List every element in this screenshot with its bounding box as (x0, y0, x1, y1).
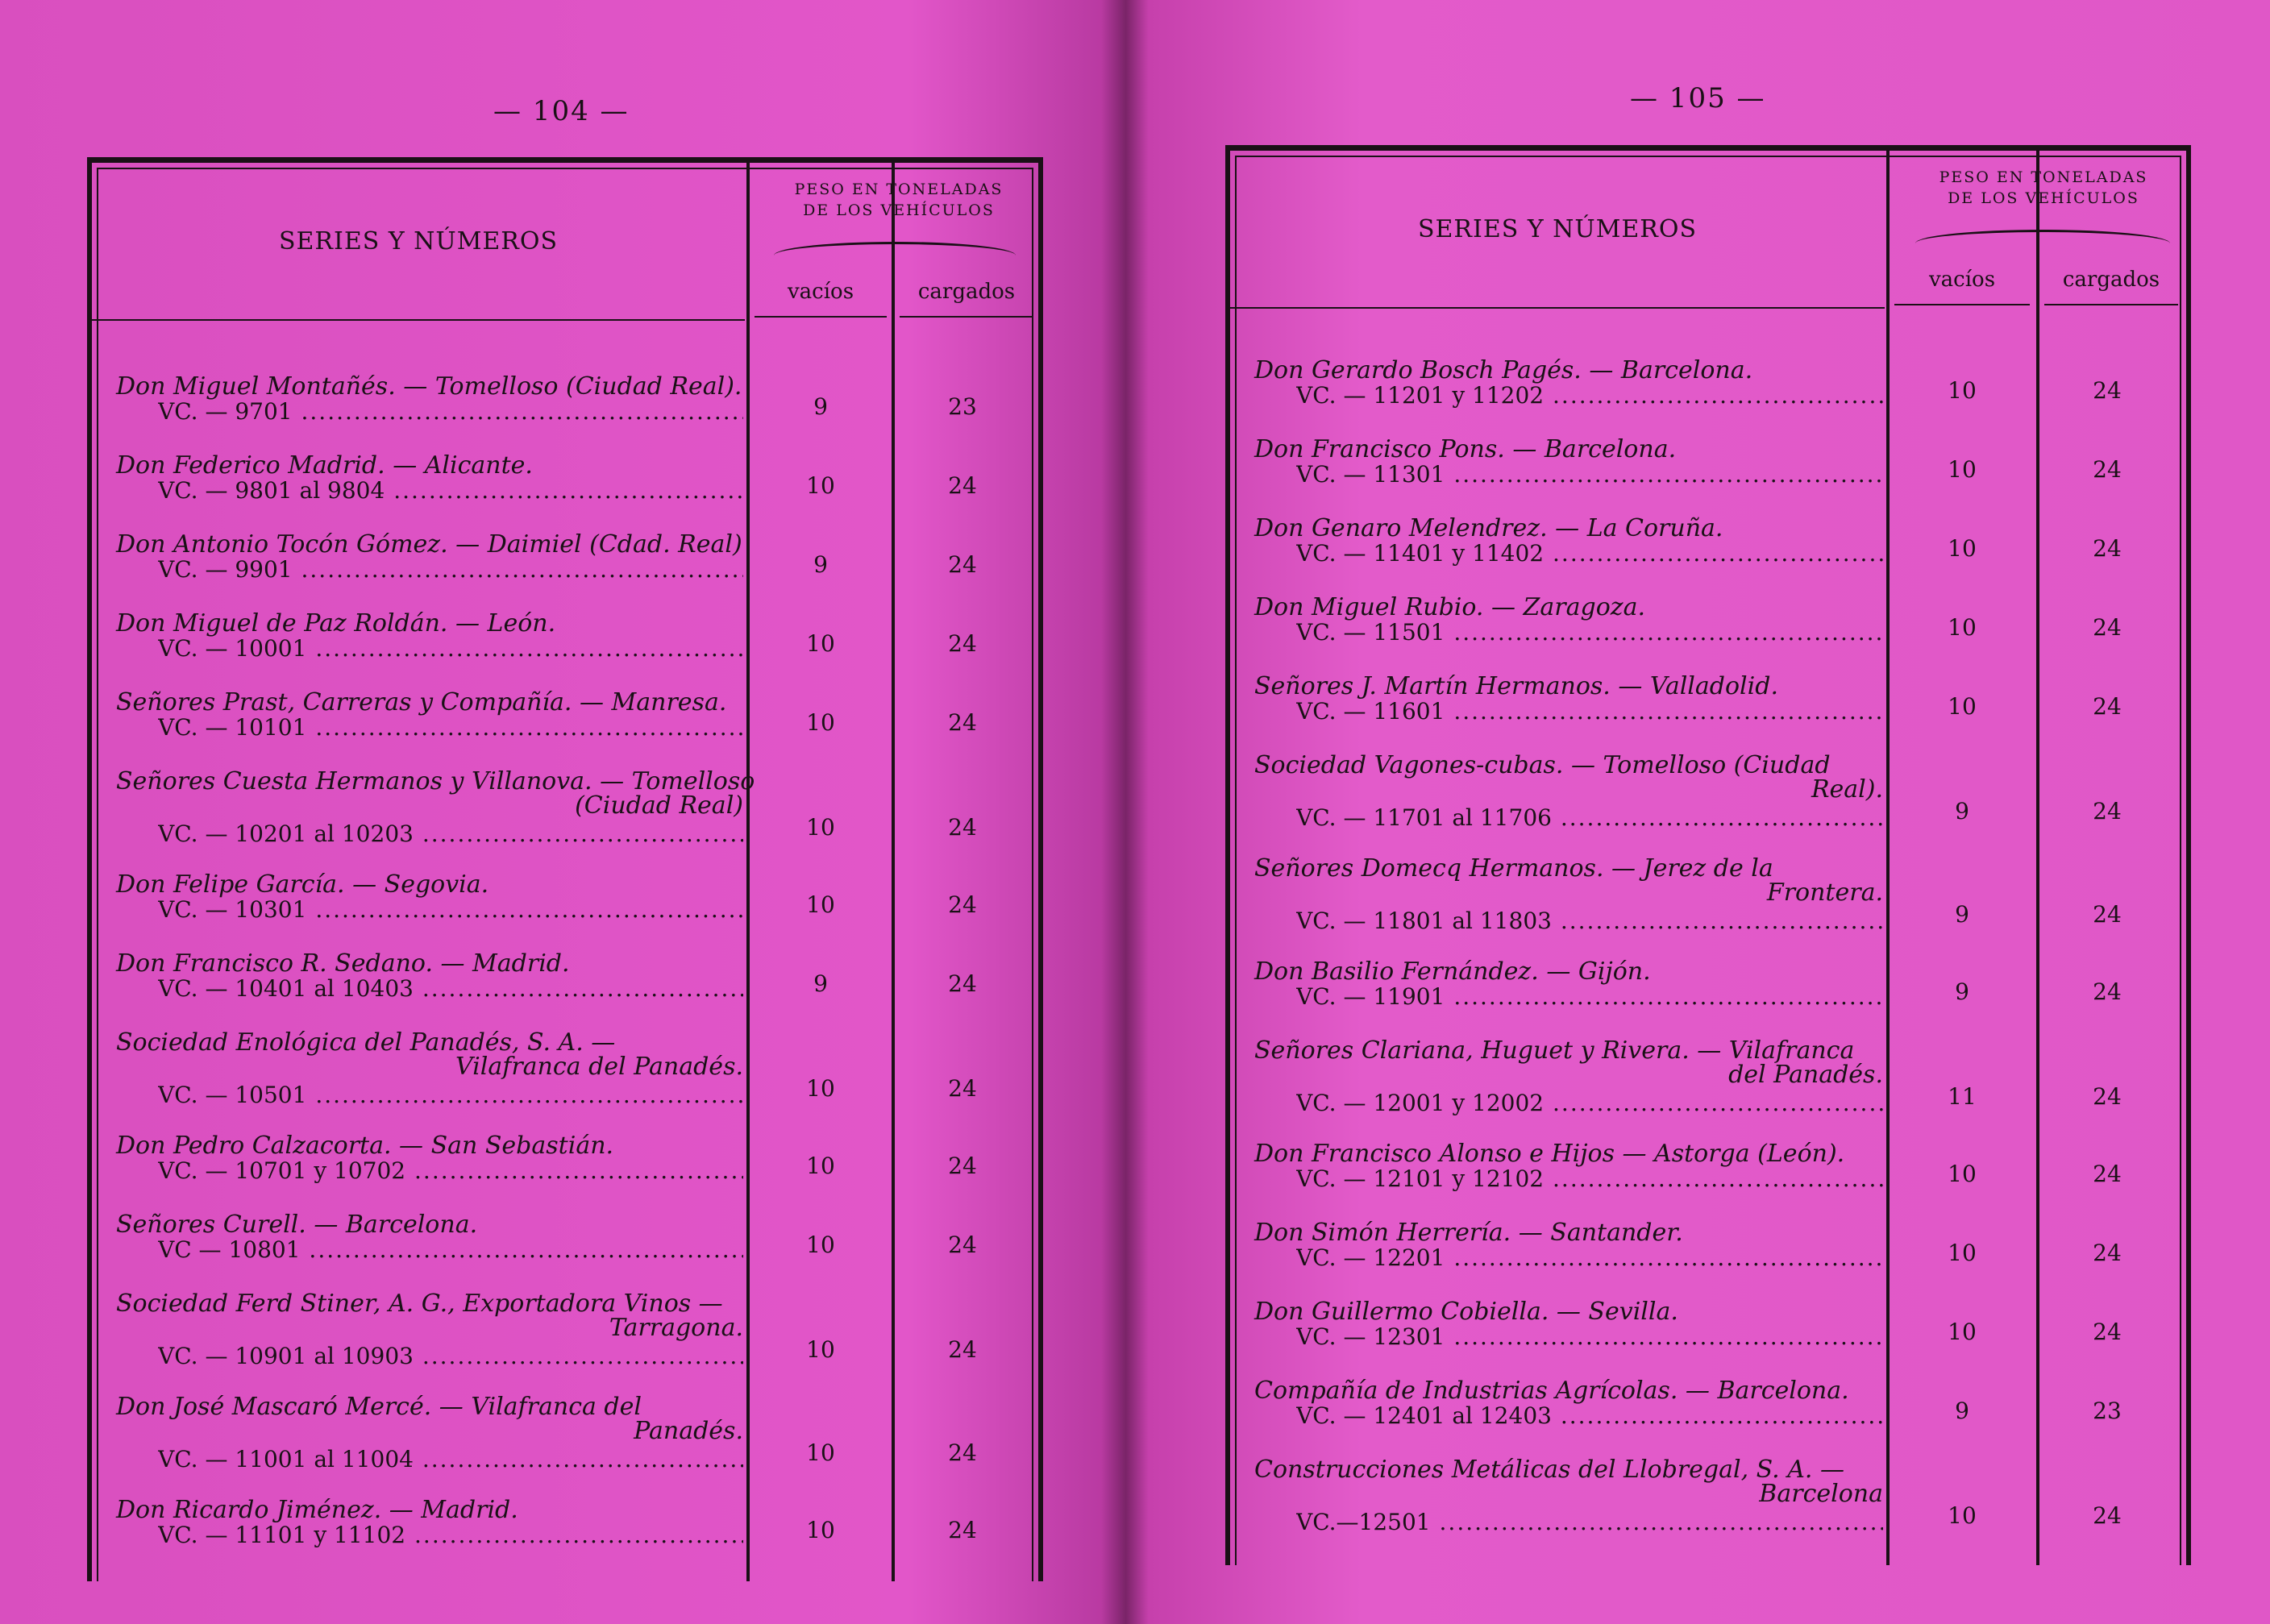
weight-empty: 9 (1955, 1398, 1969, 1424)
vc-series (1296, 698, 1883, 725)
weight-loaded: 24 (2093, 1502, 2122, 1529)
owner-name: Compañía de Industrias Agrícolas. — Barcelona. (1254, 1377, 1849, 1405)
weight-loaded: 24 (2093, 1083, 2122, 1110)
vc-number: VC. — 10201 al 10203 (158, 820, 414, 847)
vc-series (158, 714, 743, 741)
owner-name: Sociedad Enológica del Panadés, S. A. — (116, 1028, 616, 1057)
weight-empty: 10 (1948, 1240, 1977, 1266)
vc-number: VC. — 11401 y 11402 (1296, 540, 1545, 567)
weight-loaded: 24 (948, 630, 977, 657)
vc-number: VC — 10801 (158, 1236, 301, 1263)
column-divider (2036, 151, 2039, 1565)
vc-number: VC. — 12301 (1296, 1323, 1445, 1350)
owner-name: Señores Cuesta Hermanos y Villanova. — Tomelloso (116, 767, 755, 795)
column-divider (746, 163, 750, 1581)
weight-empty: 10 (806, 1439, 835, 1466)
owner-name: Sociedad Ferd Stiner, A. G., Exportadora Vinos — (116, 1290, 723, 1318)
weight-loaded: 24 (2093, 614, 2122, 641)
vc-series (158, 975, 743, 1002)
owner-name: Don Gerardo Bosch Pagés. — Barcelona. (1254, 356, 1753, 384)
weight-empty: 10 (1948, 614, 1977, 641)
weight-empty: 10 (1948, 535, 1977, 562)
vc-series (1296, 804, 1883, 831)
weight-empty: 10 (1948, 1161, 1977, 1187)
weight-loaded: 24 (948, 1231, 977, 1258)
wagon-table (1225, 145, 2191, 1565)
weight-loaded: 24 (948, 814, 977, 841)
owner-name: Señores Prast, Carreras y Compañía. — Manresa. (116, 688, 727, 716)
column-header-cargados: cargados (2044, 255, 2178, 305)
vc-number: VC. — 11701 al 11706 (1296, 804, 1552, 831)
owner-name: Don Antonio Tocón Gómez. — Daimiel (Cdad. Real) (116, 530, 742, 559)
owner-name: Don Pedro Calzacorta. — San Sebastián. (116, 1132, 614, 1160)
vc-series (158, 1522, 743, 1548)
vc-number: VC.—12501 (1296, 1509, 1431, 1535)
weight-empty: 10 (806, 1231, 835, 1258)
vc-series (158, 1343, 743, 1369)
vc-series (1296, 983, 1883, 1010)
vc-series (1296, 1509, 1883, 1535)
vc-number: VC. — 11201 y 11202 (1296, 382, 1545, 409)
column-header-cargados: cargados (900, 268, 1033, 318)
vc-series (158, 635, 743, 662)
weight-empty: 10 (806, 709, 835, 736)
weight-loaded: 24 (2093, 798, 2122, 824)
weight-empty: 9 (1955, 901, 1969, 928)
vc-series (158, 1157, 743, 1184)
weight-empty: 11 (1948, 1083, 1977, 1110)
owner-name: Don Ricardo Jiménez. — Madrid. (116, 1496, 518, 1524)
vc-series (1296, 1323, 1883, 1350)
owner-location: Frontera. (1766, 878, 1883, 907)
owner-name: Don Federico Madrid. — Alicante. (116, 451, 533, 480)
page-number: — 104 — (493, 95, 630, 127)
weight-empty: 10 (1948, 693, 1977, 720)
weight-empty: 9 (1955, 978, 1969, 1005)
weight-loaded: 24 (2093, 535, 2122, 562)
weight-loaded: 24 (2093, 693, 2122, 720)
vc-number: VC. — 10101 (158, 714, 307, 741)
column-header-peso: PESO EN TONELADAS DE LOS VEHÍCULOS (1939, 168, 2148, 207)
vc-number: VC. — 11301 (1296, 461, 1445, 488)
weight-empty: 10 (806, 1075, 835, 1102)
weight-empty: 9 (1955, 798, 1969, 824)
vc-number: VC. — 11901 (1296, 983, 1445, 1010)
vc-number: VC. — 10401 al 10403 (158, 975, 414, 1002)
vc-series (1296, 908, 1883, 934)
owner-name: Don Simón Herrería. — Santander. (1254, 1219, 1683, 1247)
owner-location: Barcelona (1759, 1480, 1883, 1508)
header-brace (1915, 230, 2170, 243)
vc-number: VC. — 9901 (158, 556, 293, 583)
owner-location: Panadés. (634, 1417, 743, 1445)
wagon-table (87, 157, 1043, 1581)
owner-name: Don Francisco Pons. — Barcelona. (1254, 435, 1677, 463)
weight-loaded: 24 (2093, 456, 2122, 483)
weight-loaded: 24 (948, 1517, 977, 1543)
vc-number: VC. — 10301 (158, 896, 307, 923)
weight-loaded: 24 (948, 1153, 977, 1179)
weight-loaded: 24 (2093, 901, 2122, 928)
weight-loaded: 24 (948, 1336, 977, 1363)
weight-empty: 10 (806, 1153, 835, 1179)
vc-series (1296, 540, 1883, 567)
weight-loaded: 24 (948, 1075, 977, 1102)
column-divider (1886, 151, 1890, 1565)
vc-series (1296, 1090, 1883, 1116)
owner-location: Real). (1811, 775, 1883, 804)
vc-number: VC. — 10901 al 10903 (158, 1343, 414, 1369)
weight-loaded: 24 (948, 1439, 977, 1466)
vc-number: VC. — 11501 (1296, 619, 1445, 646)
owner-location: Vilafranca del Panadés. (455, 1053, 743, 1081)
owner-name: Construcciones Metálicas del Llobregal, S. A. — (1254, 1456, 1844, 1484)
weight-empty: 10 (806, 814, 835, 841)
owner-location: (Ciudad Real) (575, 791, 743, 820)
vc-number: VC. — 12401 al 12403 (1296, 1402, 1552, 1429)
owner-name: Señores Curell. — Barcelona. (116, 1211, 478, 1239)
owner-name: Don Miguel Rubio. — Zaragoza. (1254, 593, 1645, 621)
vc-number: VC. — 12101 y 12102 (1296, 1165, 1545, 1192)
weight-empty: 10 (806, 1517, 835, 1543)
owner-name: Don Francisco R. Sedano. — Madrid. (116, 949, 570, 978)
weight-empty: 10 (806, 891, 835, 918)
weight-empty: 9 (813, 970, 828, 997)
owner-name: Don José Mascaró Mercé. — Vilafranca del (116, 1393, 642, 1421)
vc-number: VC. — 10001 (158, 635, 307, 662)
column-header-peso: PESO EN TONELADAS DE LOS VEHÍCULOS (794, 181, 1004, 219)
vc-series (158, 1082, 743, 1108)
weight-loaded: 24 (2093, 1161, 2122, 1187)
vc-number: VC. — 11801 al 11803 (1296, 908, 1552, 934)
vc-series (1296, 619, 1883, 646)
vc-series (158, 477, 743, 504)
vc-series (158, 820, 743, 847)
weight-empty: 10 (806, 630, 835, 657)
weight-empty: 9 (813, 551, 828, 578)
weight-empty: 10 (806, 1336, 835, 1363)
vc-series (158, 1236, 743, 1263)
page-number: — 105 — (1630, 82, 1766, 114)
vc-number: VC. — 11101 y 11102 (158, 1522, 406, 1548)
column-header-vacios: vacíos (755, 268, 887, 318)
column-header-series: SERIES Y NÚMEROS (1230, 151, 1885, 309)
weight-loaded: 23 (2093, 1398, 2122, 1424)
weight-loaded: 24 (2093, 1319, 2122, 1345)
owner-name: Señores Domecq Hermanos. — Jerez de la (1254, 854, 1773, 883)
vc-series (1296, 382, 1883, 409)
owner-location: del Panadés. (1728, 1061, 1883, 1089)
weight-loaded: 24 (948, 551, 977, 578)
vc-number: VC. — 9801 al 9804 (158, 477, 385, 504)
owner-location: Tarragona. (609, 1314, 743, 1342)
owner-name: Don Felipe García. — Segovia. (116, 870, 489, 899)
owner-name: Don Genaro Melendrez. — La Coruña. (1254, 514, 1723, 542)
vc-number: VC. — 9701 (158, 398, 293, 425)
column-header-series: SERIES Y NÚMEROS (92, 163, 745, 321)
owner-name: Don Guillermo Cobiella. — Sevilla. (1254, 1298, 1678, 1326)
column-divider (892, 163, 895, 1581)
vc-series (158, 556, 743, 583)
weight-loaded: 23 (948, 393, 977, 420)
vc-series (1296, 1244, 1883, 1271)
weight-empty: 10 (1948, 377, 1977, 404)
owner-name: Sociedad Vagones-cubas. — Tomelloso (Ciudad (1254, 751, 1831, 779)
vc-number: VC. — 11001 al 11004 (158, 1446, 414, 1472)
owner-name: Don Miguel de Paz Roldán. — León. (116, 609, 556, 638)
owner-name: Don Miguel Montañés. — Tomelloso (Ciudad Real). (116, 372, 742, 401)
vc-series (1296, 1402, 1883, 1429)
vc-series (158, 398, 743, 425)
weight-empty: 10 (806, 472, 835, 499)
vc-series (158, 896, 743, 923)
owner-name: Don Basilio Fernández. — Gijón. (1254, 957, 1651, 986)
owner-name: Señores J. Martín Hermanos. — Valladolid. (1254, 672, 1778, 700)
weight-loaded: 24 (2093, 978, 2122, 1005)
vc-series (158, 1446, 743, 1472)
column-header-vacios: vacíos (1894, 255, 2030, 305)
vc-number: VC. — 10701 y 10702 (158, 1157, 406, 1184)
weight-empty: 9 (813, 393, 828, 420)
vc-number: VC. — 10501 (158, 1082, 307, 1108)
weight-loaded: 24 (2093, 1240, 2122, 1266)
vc-number: VC. — 12001 y 12002 (1296, 1090, 1545, 1116)
weight-loaded: 24 (948, 709, 977, 736)
weight-loaded: 24 (948, 891, 977, 918)
weight-empty: 10 (1948, 456, 1977, 483)
owner-name: Señores Clariana, Huguet y Rivera. — Vilafranca (1254, 1036, 1855, 1065)
weight-loaded: 24 (948, 970, 977, 997)
vc-number: VC. — 12201 (1296, 1244, 1445, 1271)
vc-series (1296, 1165, 1883, 1192)
weight-empty: 10 (1948, 1319, 1977, 1345)
header-brace (774, 242, 1016, 255)
weight-loaded: 24 (948, 472, 977, 499)
weight-loaded: 24 (2093, 377, 2122, 404)
weight-empty: 10 (1948, 1502, 1977, 1529)
vc-number: VC. — 11601 (1296, 698, 1445, 725)
owner-name: Don Francisco Alonso e Hijos — Astorga (León). (1254, 1140, 1845, 1168)
vc-series (1296, 461, 1883, 488)
